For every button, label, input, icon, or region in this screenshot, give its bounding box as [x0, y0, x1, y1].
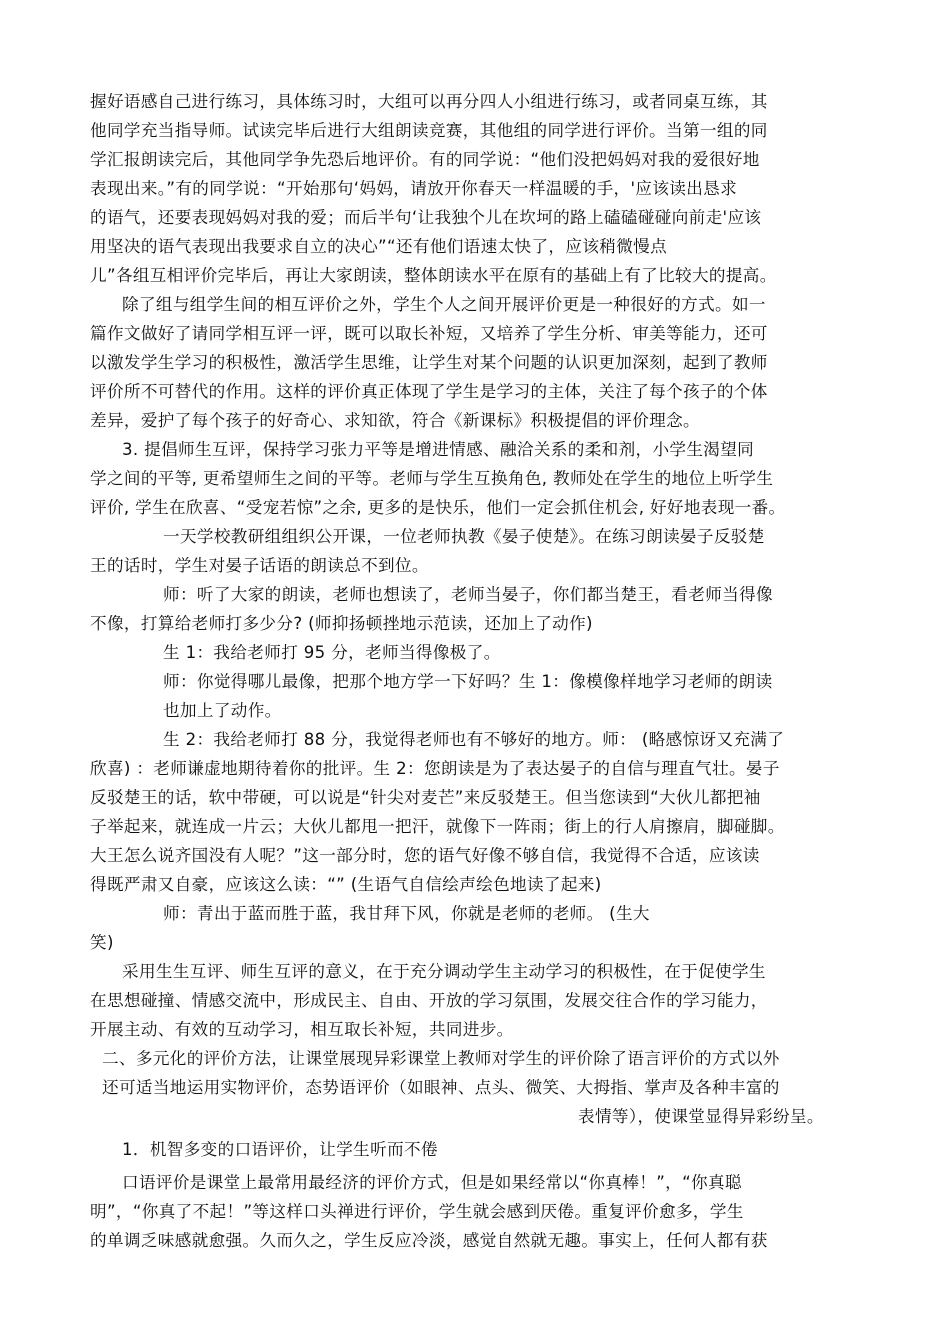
text-line: 明”，“你真了不起！”等这样口头禅进行评价，学生就会感到厌倦。重复评价愈多，学生: [90, 1202, 744, 1221]
paragraph-start-line: 采用生生互评、师生互评的意义，在于充分调动学生主动学习的积极性，在于促使学生: [122, 962, 766, 981]
text-line: 表现出来。”有的同学说：“开始那句‘妈妈，请放开你春天一样温暖的手，'应该读出恳求: [90, 179, 738, 198]
text-line: 王的话时，学生对晏子话语的朗读总不到位。: [90, 556, 429, 575]
subsection-heading-line: 1．机智多变的口语评价，让学生听而不倦: [122, 1140, 438, 1159]
dialogue-line: 师：你觉得哪儿最像，把那个地方学一下好吗？生 1：像模像样地学习老师的朗读: [163, 672, 773, 691]
text-line: 差异，爱护了每个孩子的好奇心、求知欲，符合《新课标》积极提倡的评价理念。: [90, 411, 700, 430]
dialogue-line: 师：青出于蓝而胜于蓝，我甘拜下风，你就是老师的老师。 (生大: [163, 904, 650, 923]
numbered-item-line: 3. 提倡师生互评，保持学习张力平等是增进情感、融洽关系的柔和剂，小学生渴望同: [122, 440, 755, 459]
text-line: 笑): [90, 933, 114, 952]
text-line: 得既严肃又自豪，应该这么读：“” (生语气自信绘声绘色地读了起来): [90, 875, 602, 894]
text-line: 反驳楚王的话，软中带硬，可以说是“针尖对麦芒”来反驳楚王。但当您读到“大伙儿都把袖: [90, 788, 761, 807]
paragraph-start-line: 除了组与组学生间的相互评价之外，学生个人之间开展评价更是一种很好的方式。如一: [122, 295, 766, 314]
text-line: 也加上了动作。: [163, 701, 282, 720]
text-line: 篇作文做好了请同学相互评一评，既可以取长补短，又培养了学生分析、审美等能力，还可: [90, 324, 768, 343]
text-line: 子举起来，就连成一片云；大伙儿都甩一把汗，就像下一阵雨；街上的行人肩擦肩，脚碰脚。: [90, 817, 785, 836]
paragraph-start-line: 口语评价是课堂上最常用最经济的评价方式，但是如果经常以“你真棒！”，“你真聪: [122, 1173, 742, 1192]
text-line: 还可适当地运用实物评价，态势语评价（如眼神、点头、微笑、大拇指、掌声及各种丰富的: [102, 1078, 780, 1097]
text-line: 的单调乏味感就愈强。久而久之，学生反应冷淡，感觉自然就无趣。事实上，任何人都有获: [90, 1231, 768, 1250]
text-line: 评价所不可替代的作用。这样的评价真正体现了学生是学习的主体，关注了每个孩子的个体: [90, 382, 768, 401]
text-line: 儿”各组互相评价完毕后，再让大家朗读，整体朗读水平在原有的基础上有了比较大的提高。: [90, 266, 777, 285]
text-line: 大王怎么说齐国没有人呢？”这一部分时，您的语气好像不够自信，我觉得不合适，应该读: [90, 846, 760, 865]
section-heading-line: 二、多元化的评价方法，让课堂展现异彩课堂上教师对学生的评价除了语言评价的方式以外: [102, 1049, 780, 1068]
text-line: 学之间的平等, 更希望师生之间的平等。老师与学生互换角色, 教师处在学生的地位上听学生: [90, 469, 774, 488]
text-line: 用坚决的语气表现出我要求自立的决心”“还有他们语速太快了，应该稍微慢点: [90, 237, 668, 256]
text-line: 开展主动、有效的互动学习，相互取长补短，共同进步。: [90, 1020, 514, 1039]
text-line: 表情等），使课堂显得异彩纷呈。: [578, 1107, 824, 1126]
text-line: 欣喜) ：老师谦虚地期待着你的批评。生 2：您朗读是为了表达晏子的自信与理直气壮。晏子: [90, 759, 780, 778]
paragraph-start-line: 一天学校教研组组织公开课，一位老师执教《晏子使楚》。在练习朗读晏子反驳楚: [163, 527, 765, 546]
text-line: 评价, 学生在欣喜、“受宠若惊”之余, 更多的是快乐，他们一定会抓住机会, 好好地表现一番。: [90, 498, 786, 517]
text-line: 学汇报朗读完后，其他同学争先恐后地评价。有的同学说：“他们没把妈妈对我的爱很好地: [90, 150, 760, 169]
dialogue-line: 生 2：我给老师打 88 分，我觉得老师也有不够好的地方。师： (略感惊讶又充满了: [163, 730, 785, 749]
text-line: 的语气，还要表现妈妈对我的爱；而后半句‘让我独个儿在坎坷的路上磕磕碰碰向前走'应该: [90, 208, 762, 227]
dialogue-line: 师：听了大家的朗读，老师也想读了，老师当晏子，你们都当楚王，看老师当得像: [163, 585, 773, 604]
text-line: 他同学充当指导师。试读完毕后进行大组朗读竞赛，其他组的同学进行评价。当第一组的同: [90, 121, 768, 140]
dialogue-line: 生 1：我给老师打 95 分，老师当得像极了。: [163, 643, 501, 662]
text-line: 握好语感自己进行练习，具体练习时，大组可以再分四人小组进行练习，或者同桌互练，其: [90, 92, 768, 111]
text-line: 在思想碰撞、情感交流中，形成民主、自由、开放的学习氛围，发展交往合作的学习能力，: [90, 991, 768, 1010]
text-line: 以激发学生学习的积极性，激活学生思维，让学生对某个问题的认识更加深刻，起到了教师: [90, 353, 768, 372]
text-line: 不像，打算给老师打多少分? (师抑扬顿挫地示范读，还加上了动作): [90, 614, 593, 633]
